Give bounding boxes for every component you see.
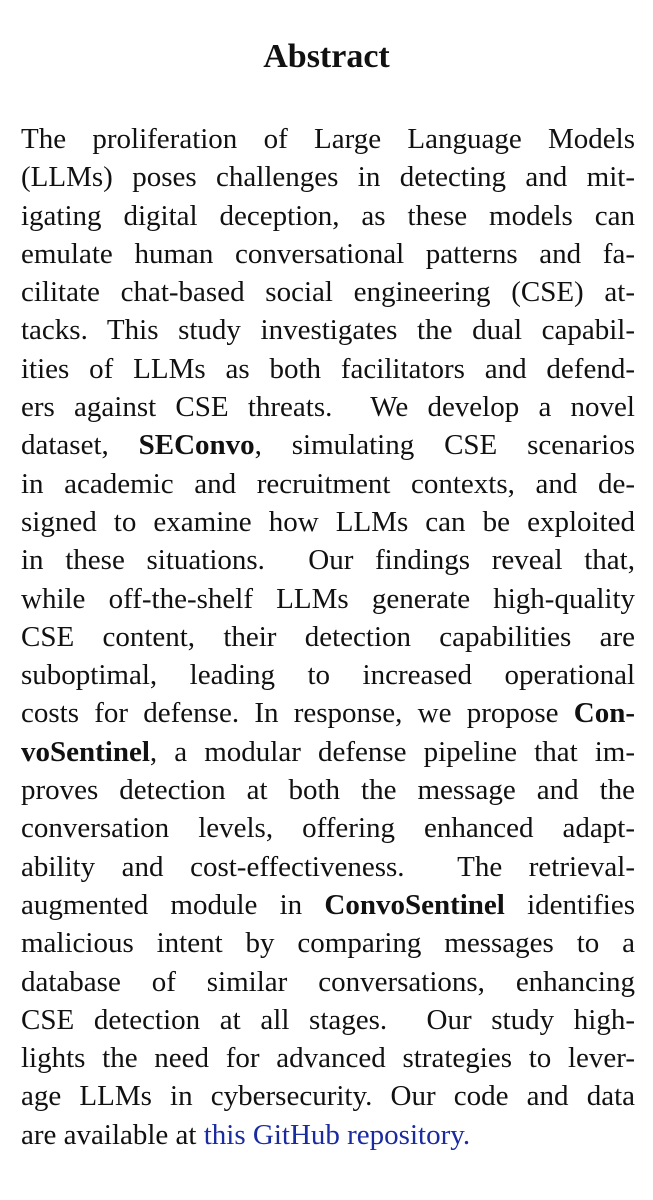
abstract-line: conversation levels, offering enhanced adapt- <box>21 812 635 845</box>
abstract-line: tacks. This study investigates the dual capabil- <box>21 314 635 347</box>
abstract-body <box>21 120 635 1154</box>
abstract-line: ability and cost-effectiveness. The retrieval- <box>21 850 635 883</box>
abstract-line: CSE content, their detection capabilities are <box>21 620 635 653</box>
abstract-line: costs for defense. In response, we propose Con- <box>21 697 635 730</box>
dataset-name-seconvo: SEConvo <box>138 429 255 462</box>
pipeline-name-convosentinel: ConvoSentinel <box>324 888 505 921</box>
abstract-line: age LLMs in cybersecurity. Our code and data <box>21 1080 635 1113</box>
abstract-line: dataset, SEConvo, simulating CSE scenarios <box>21 429 636 462</box>
abstract-line: voSentinel, a modular defense pipeline that im- <box>21 735 635 768</box>
abstract-line: signed to examine how LLMs can be exploited <box>21 505 635 538</box>
abstract-line: The proliferation of Large Language Models <box>21 123 635 155</box>
abstract-line: in these situations. Our findings reveal that, <box>21 544 635 577</box>
abstract-line: while off-the-shelf LLMs generate high-quality <box>21 582 635 615</box>
github-repository-link[interactable]: this GitHub repository. <box>203 1118 471 1151</box>
pipeline-name-convosentinel: voSentinel <box>21 735 150 768</box>
abstract-line: emulate human conversational patterns and fa- <box>21 237 635 270</box>
abstract-line: in academic and recruitment contexts, and de- <box>21 467 635 500</box>
abstract-line: ities of LLMs as both facilitators and defend- <box>21 352 635 385</box>
abstract-line: ers against CSE threats. We develop a novel <box>21 391 635 424</box>
abstract-line: lights the need for advanced strategies to lever- <box>21 1042 635 1075</box>
abstract-line: proves detection at both the message and the <box>21 774 635 807</box>
abstract-line: database of similar conversations, enhancing <box>21 965 635 998</box>
abstract-heading: Abstract <box>263 38 390 75</box>
abstract-line: (LLMs) poses challenges in detecting and mit- <box>21 161 635 194</box>
abstract-line: CSE detection at all stages. Our study high- <box>21 1003 635 1036</box>
abstract-line: augmented module in ConvoSentinel identifies <box>21 888 635 921</box>
abstract-line: malicious intent by comparing messages to a <box>21 927 635 960</box>
abstract-line: igating digital deception, as these models can <box>21 199 635 232</box>
abstract-line: suboptimal, leading to increased operational <box>21 659 635 692</box>
abstract-line: are available at this GitHub repository. <box>21 1118 471 1151</box>
abstract-line: cilitate chat-based social engineering (CSE) at- <box>21 276 635 309</box>
pipeline-name-convosentinel: Con- <box>573 697 635 730</box>
